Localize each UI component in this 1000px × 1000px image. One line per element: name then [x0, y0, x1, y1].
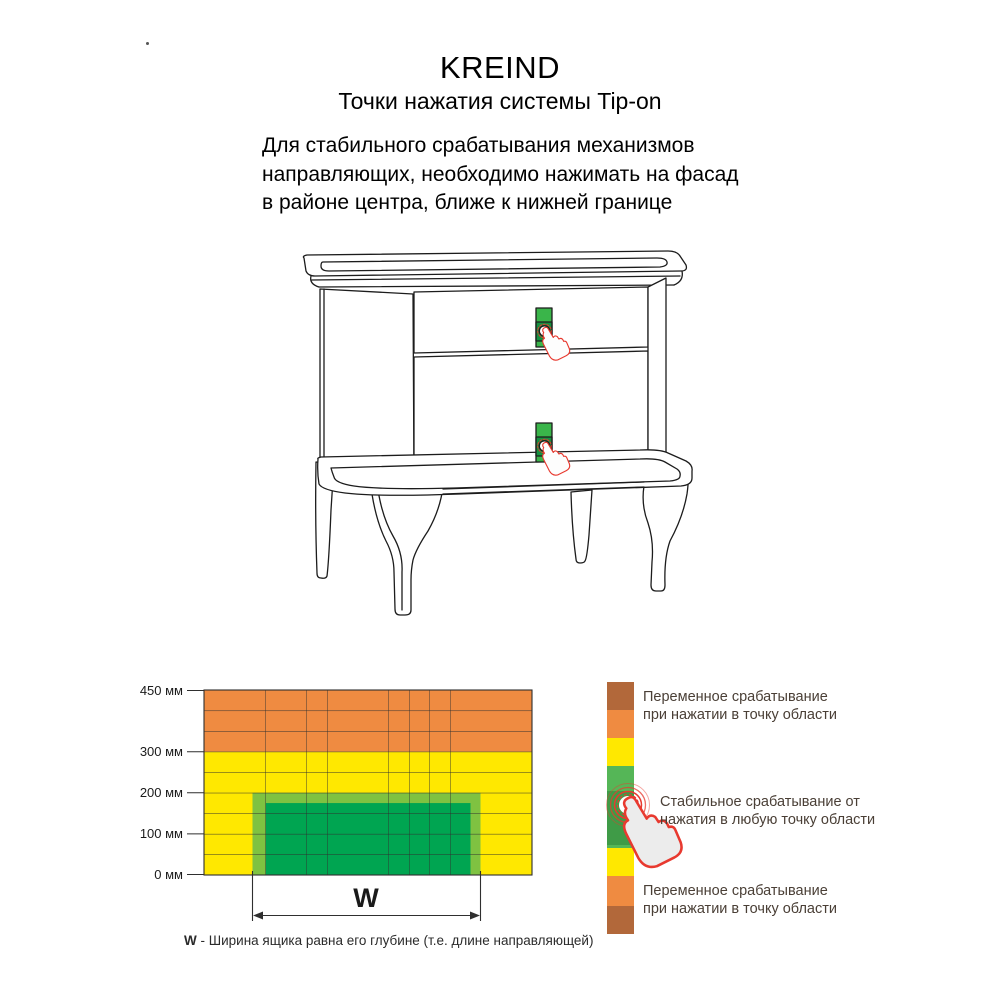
nightstand-body [320, 278, 666, 478]
arrowhead-right [470, 912, 480, 920]
nightstand-base-frame [318, 450, 692, 495]
stray-dot [146, 42, 149, 45]
crown-molding-right [674, 271, 682, 285]
y-tick-label: 100 мм [139, 826, 183, 841]
arrowhead-left [253, 912, 263, 920]
legend-line: нажатия в любую точку области [660, 812, 876, 828]
legend-segment-brown [607, 906, 634, 934]
zone-grid-chart [130, 668, 550, 950]
legend-line: при нажатии в точку области [643, 901, 837, 917]
caption-symbol: W [184, 933, 197, 948]
y-tick-label: 0 мм [154, 867, 183, 882]
legend-segment-brown [607, 682, 634, 710]
description [262, 132, 739, 218]
page-subtitle: Точки нажатия системы Tip-on [338, 88, 662, 114]
left-side-panel [320, 289, 414, 477]
legend-item-stable [660, 793, 875, 829]
legend-item-variable-bottom [643, 882, 837, 918]
caption-text: - Ширина ящика равна его глубине (т.е. длине направляющей) [196, 933, 594, 948]
nightstand-drawing [230, 240, 770, 640]
legend-line: Стабильное срабатывание от [660, 794, 860, 810]
y-tick-label: 200 мм [139, 785, 183, 800]
dimension-label: W [353, 883, 379, 913]
grid-lines [204, 690, 532, 875]
leg-back-right [571, 490, 592, 563]
legend-segment-yellow [607, 738, 634, 766]
y-axis-labels [140, 683, 183, 882]
right-post [648, 278, 666, 470]
top-face [303, 251, 686, 276]
nightstand-top [303, 251, 686, 287]
legend-segment-orange [607, 876, 634, 906]
legend-line: Переменное срабатывание [643, 689, 828, 705]
width-dimension [253, 871, 481, 921]
apron-outer [318, 450, 692, 495]
crown-molding-mid [312, 276, 680, 280]
leg-front-left [370, 479, 443, 615]
legend-segment-orange [607, 710, 634, 738]
crown-molding-bottom [319, 285, 674, 287]
legend-item-variable-top [643, 688, 837, 724]
y-axis [187, 691, 204, 875]
page-title: KREIND [439, 50, 561, 85]
zone-grid [204, 690, 532, 875]
y-tick-label: 300 мм [139, 744, 183, 759]
legend-line: при нажатии в точку области [643, 707, 837, 723]
description-line: направляющих, необходимо нажимать на фасад [262, 162, 739, 186]
chart-caption [184, 933, 593, 948]
y-tick-label: 450 мм [139, 683, 183, 698]
crown-molding-left [311, 276, 319, 287]
description-line: Для стабильного срабатывания механизмов [262, 134, 695, 157]
legend-line: Переменное срабатывание [643, 883, 828, 899]
description-line: в районе центра, ближе к нижней границе [262, 191, 673, 214]
drawer-front-upper [414, 287, 648, 353]
